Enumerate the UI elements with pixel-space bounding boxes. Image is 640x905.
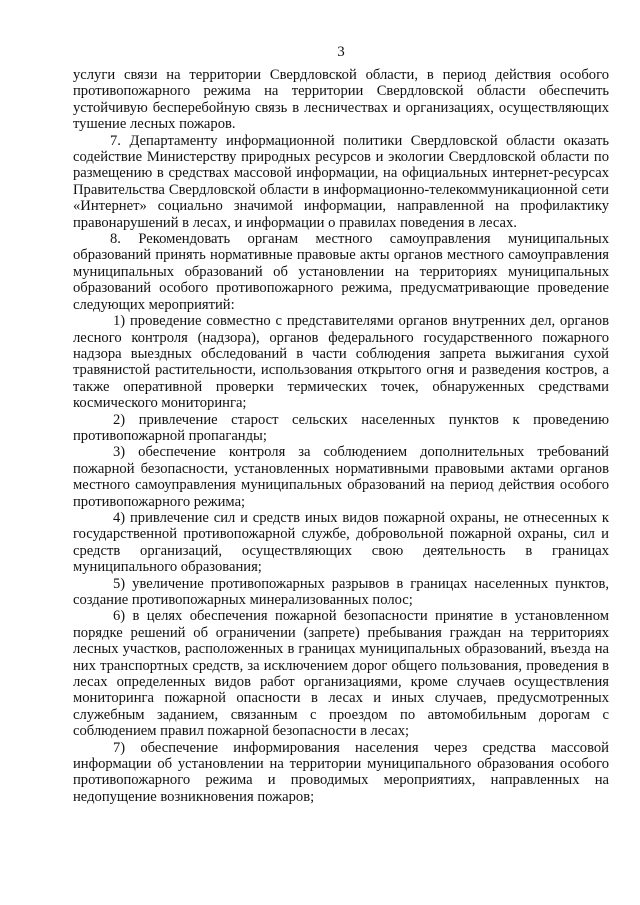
subitem-5: 5) увеличение противопожарных разрывов в границах населенных пунктов, создание противопожарных минерализованных полос; [73,575,609,608]
subitem-7: 7) обеспечение информирования населения через средства массовой информации об установлении на территории муниципального образования особого противопожарного режима и проводимых мероприятиях, направленных на недопущение возникновения пожаров; [73,739,609,805]
paragraph-item-7: 7. Департаменту информационной политики Свердловской области оказать содействие Министерству природных ресурсов и экологии Свердловской области по размещению в средствах массовой информации, на официальных интернет-ресурсах Правительства Свердловской области в информационно-телекоммуникационной сети «Интернет» социально значимой информации, направленной на профилактику правонарушений в лесах, и информации о правилах поведения в лесах. [73,132,609,231]
paragraph-continuation: услуги связи на территории Свердловской области, в период действия особого противопожарного режима на территории Свердловской области обеспечить устойчивую бесперебойную связь в лесничествах и организациях, осуществляющих тушение лесных пожаров. [73,67,609,133]
document-page [73,44,609,805]
subitem-6: 6) в целях обеспечения пожарной безопасности принятие в установленном порядке решений об ограничении (запрете) пребывания граждан на территориях лесных участков, расположенных в границах муниципальных образований, въезда на них транспортных средств, за исключением дорог общего пользования, проведения в лесах определенных видов работ организациями, кроме случаев осуществления мониторинга пожарной опасности в лесах и иных случаев, предусмотренных служебным заданием, связанным с проездом по автомобильным дорогам с соблюдением правил пожарной безопасности в лесах; [73,608,609,740]
page-number: 3 [337,44,345,60]
subitem-1: 1) проведение совместно с представителями органов внутренних дел, органов лесного контроля (надзора), органов федерального государственного пожарного надзора выездных обследований в части соблюдения запрета выжигания сухой травянистой растительности, использования открытого огня и разведения костров, а также оперативной проверки термических точек, обнаруженных средствами космического мониторинга; [73,313,609,412]
subitem-4: 4) привлечение сил и средств иных видов пожарной охраны, не отнесенных к государственной противопожарной службе, добровольной пожарной охраны, сил и средств организаций, осуществляющих свою деятельность в границах муниципального образования; [73,509,609,576]
paragraph-item-8: 8. Рекомендовать органам местного самоуправления муниципальных образований принять нормативные правовые акты органов местного самоуправления муниципальных образований об установлении на территориях муниципальных образований особого противопожарного режима, предусматривающие проведение следующих мероприятий: [73,231,609,313]
subitem-3: 3) обеспечение контроля за соблюдением дополнительных требований пожарной безопасности, установленных нормативными правовыми актами органов местного самоуправления муниципальных образований на период действия особого противопожарного режима; [73,444,609,510]
subitem-2: 2) привлечение старост сельских населенных пунктов к проведению противопожарной пропаганды; [73,411,609,444]
